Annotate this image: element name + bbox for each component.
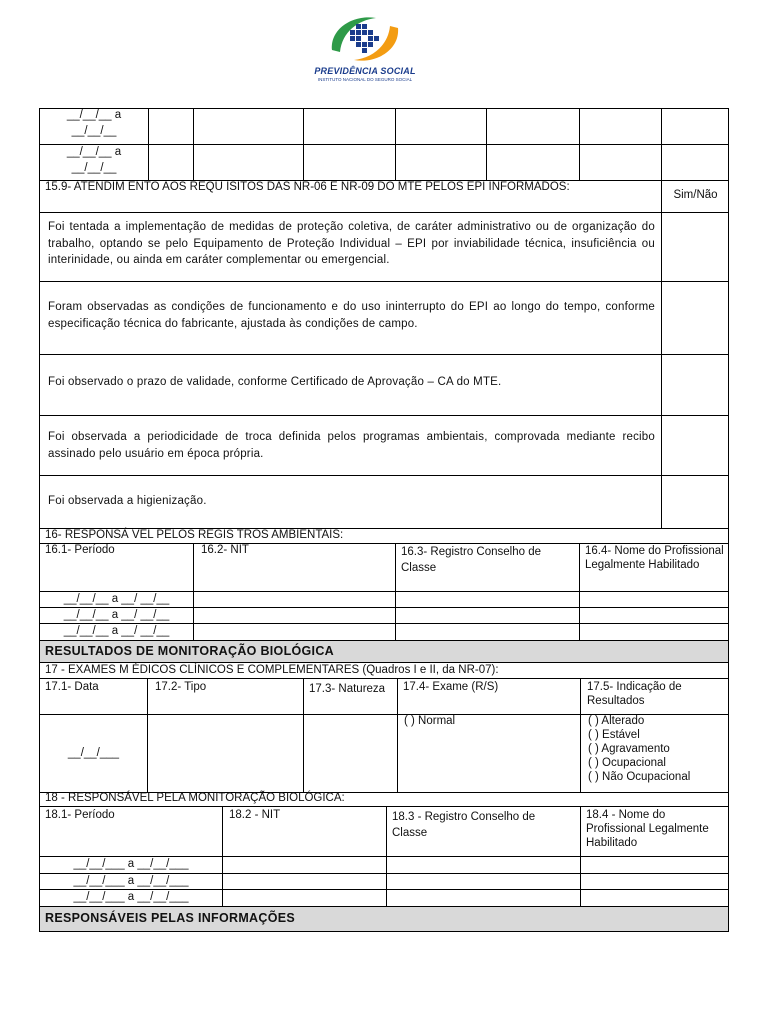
col-17-2-tipo: 17.2- Tipo <box>155 681 207 693</box>
table-rule <box>193 108 194 180</box>
table-rule <box>397 678 398 792</box>
col-16-3-registro: 16.3- Registro Conselho de Classe <box>401 546 541 574</box>
period-line-2: __/__/__ <box>71 162 117 174</box>
epi-item-validity-ca: Foi observado o prazo de validade, conforme Certificado de Aprovação – CA do MTE. <box>48 376 502 388</box>
col-18-3-registro: 18.3 - Registro Conselho de Classe <box>392 811 536 839</box>
period-line-2: __/__/__ <box>71 125 117 137</box>
period-line-1: __/__/__ a <box>66 146 122 158</box>
result-estavel: ( ) Estável <box>588 729 640 741</box>
col-17-4-exame: 17.4- Exame (R/S) <box>403 681 499 693</box>
logo-subtitle: INSTITUTO NACIONAL DO SEGURO SOCIAL <box>317 77 413 82</box>
table-rule <box>579 108 580 180</box>
col-18-1-period: 18.1- Período <box>45 809 115 821</box>
section-18-heading: 18 - RESPONSÁVEL PELA MONITORAÇÃO BIOLÓGICA: <box>45 792 345 804</box>
col-17-5-indicacao: 17.5- Indicação de Resultados <box>587 681 682 707</box>
table-rule <box>39 415 729 416</box>
col-18-2-nit: 18.2 - NIT <box>229 809 281 821</box>
section-16-heading: 16- RESPONSÁ VEL PELOS REGIS TROS AMBIENTAIS: <box>45 529 344 541</box>
table-rule <box>39 640 729 641</box>
table-rule <box>580 678 581 792</box>
result-normal: ( ) Normal <box>404 715 456 727</box>
table-rule <box>39 678 729 679</box>
result-ocupacional: ( ) Ocupacional <box>588 757 666 769</box>
epi-item-operating-conditions: Foram observadas as condições de funcionamento e do uso ininterrupto do EPI ao longo do tempo, conforme especificação técnica do fabricante, ajustada às condições de campo. <box>48 301 655 330</box>
section-15-9-heading: 15.9- ATENDIM ENTO AOS REQU ISITOS DAS NR-06 E NR-09 DO MTE PELOS EPI INFORMADOS: <box>45 181 570 193</box>
col-16-4-nome: 16.4- Nome do Profissional Legalmente Habilitado <box>585 545 724 571</box>
previdencia-logo <box>300 14 430 86</box>
table-rule <box>303 108 304 180</box>
s18-row-date: __/__/___ a __/__/___ <box>73 875 189 887</box>
logo-emblem-icon <box>328 14 402 64</box>
s16-row-date: __/__/__ a __/ __/__ <box>63 625 170 637</box>
table-rule <box>395 108 396 180</box>
table-rule <box>147 678 148 792</box>
col-17-1-data: 17.1- Data <box>45 681 99 693</box>
table-rule <box>486 108 487 180</box>
exam-date: __/__/___ <box>67 747 120 759</box>
result-agravamento: ( ) Agravamento <box>588 743 670 755</box>
col-18-4-nome: 18.4 - Nome do Profissional Legalmente Habilitado <box>586 809 709 849</box>
table-rule <box>303 678 304 792</box>
table-rule <box>661 108 662 180</box>
epi-item-exchange-periodicity: Foi observada a periodicidade de troca definida pelos programas ambientais, comprovada mediante recibo assinado pelo usuário em época própria. <box>48 431 655 460</box>
period-line-1: __/__/__ a <box>66 109 122 121</box>
table-rule <box>39 281 729 282</box>
col-16-1-period: 16.1- Período <box>45 544 115 556</box>
table-rule <box>39 354 729 355</box>
table-rule <box>39 806 729 807</box>
section-17-heading: 17 - EXAMES M ÉDICOS CLÍNICOS E COMPLEMENTARES (Quadros I e II, da NR-07): <box>45 664 499 676</box>
table-rule <box>39 475 729 476</box>
result-alterado: ( ) Alterado <box>588 715 645 727</box>
footer-title: RESPONSÁVEIS PELAS INFORMAÇÕES <box>45 911 296 925</box>
table-rule <box>148 108 149 180</box>
results-title: RESULTADOS DE MONITORAÇÃO BIOLÓGICA <box>45 644 334 658</box>
table-rule <box>39 906 729 907</box>
yes-no-header: Sim/Não <box>673 189 718 201</box>
col-17-3-natureza: 17.3- Natureza <box>309 683 386 695</box>
s18-row-date: __/__/___ a __/__/___ <box>73 858 189 870</box>
s18-row-date: __/__/___ a __/__/___ <box>73 891 189 903</box>
epi-item-hygiene: Foi observada a higienização. <box>48 495 207 507</box>
epi-item-collective-measures: Foi tentada a implementação de medidas de proteção coletiva, de caráter administrativo ou de organização do trabalho, optando se pelo Equipamento de Proteção Individual – EPI por inviabilidade técnica, insuficiência ou interinidade, ou ainda em caráter complementar ou emergencial. <box>48 221 655 266</box>
s16-row-date: __/__/__ a __/ __/__ <box>63 593 170 605</box>
s16-row-date: __/__/__ a __/ __/__ <box>63 609 170 621</box>
logo-brand-text: PREVIDÊNCIA SOCIAL <box>314 66 416 76</box>
table-rule <box>39 212 729 213</box>
result-nao-ocupacional: ( ) Não Ocupacional <box>588 771 691 783</box>
col-16-2-nit: 16.2- NIT <box>201 544 249 556</box>
